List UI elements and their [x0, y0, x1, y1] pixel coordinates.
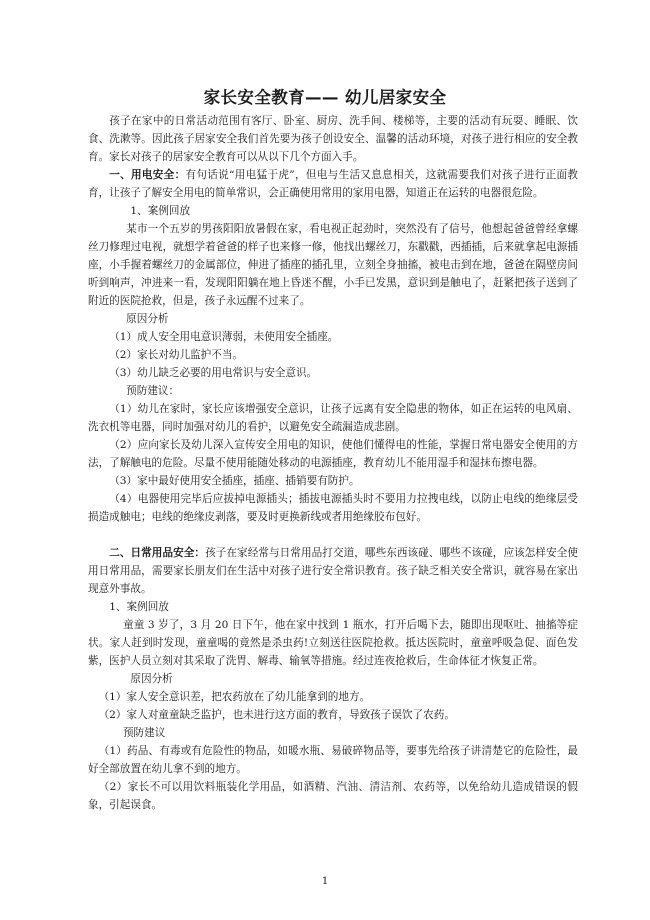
section-2-advice-label: 预防建议	[122, 727, 166, 739]
section-2-advice-1: （1）药品、有毒或有危险性的物品，如暖水瓶、易破碎物品等，要事先给孩子讲清楚它的危险性，最好全部放置在幼儿拿不到的地方。	[88, 745, 578, 775]
section-1-case-label: 1、案例回放	[130, 205, 191, 217]
section-1-body: 有句话说“用电猛于虎”，但电与生活又息息相关，这就需要我们对孩子进行正面教育，让孩子了解安全用电的简单常识，会正确使用常用的家用电器，知道正在运转的电器很危险。	[88, 169, 578, 199]
section-1-cause-1: （1）成人安全用电意识薄弱，未使用安全插座。	[109, 331, 339, 343]
section-1-advice-4: （4）电器使用完毕后应拔掉电源插头；插拔电源插头时不要用力拉拽电线，以防止电线的绝缘层受损造成触电；电线的绝缘皮剥落，要及时更换新线或者用绝缘胶布包好。	[88, 493, 578, 523]
section-2-cause-1: （1）家人安全意识差，把农药放在了幼儿能拿到的地方。	[98, 691, 371, 703]
section-2-body: 孩子在家经常与日常用品打交道，哪些东西该碰、哪些不该碰，应该怎样安全使用日常用品，需要家长朋友们在生活中对孩子进行安全常识教育。孩子缺乏相关安全常识，就容易在家出现意外事故。	[88, 547, 578, 595]
section-1-advice-label: 预防建议：	[126, 385, 180, 397]
page-number: 1	[321, 876, 329, 887]
section-2-case-label: 1、案例回放	[109, 601, 169, 613]
section-1-cause-2: （2）家长对幼儿监护不当。	[109, 349, 244, 361]
section-2-cause-label: 原因分析	[130, 673, 173, 685]
document-body	[88, 112, 578, 814]
section-2-advice-2: （2）家长不可以用饮料瓶装化学用品，如酒精、汽油、清洁剂、农药等，以免给幼儿造成错误的假象，引起误食。	[88, 781, 578, 811]
section-1-paragraph	[88, 166, 578, 202]
section-1-advice-1: （1）幼儿在家时，家长应该增强安全意识，让孩子远离有安全隐患的物体，如正在运转的电风扇、洗衣机等电器，同时加强对幼儿的看护，以避免安全疏漏造成悲剧。	[88, 403, 578, 433]
section-1-cause-label: 原因分析	[126, 313, 169, 325]
section-1-heading: 一、用电安全：	[109, 169, 186, 181]
section-2-cause-2: （2）家人对童童缺乏监护，也未进行这方面的教育，导致孩子误饮了农药。	[98, 709, 455, 721]
section-1-case-text: 某市一个五岁的男孩阳阳放暑假在家，看电视正起劲时，突然没有了信号，他想起爸爸曾经拿螺丝刀修理过电视，就想学着爸爸的样子也来修一修，他找出螺丝刀，东戳戳，西插插，后来就拿起电源插座，小手握着螺丝刀的金属部位，伸进了插座的插孔里，立刻全身抽搐，被电击到在地，爸爸在隔壁房间听到响声，冲进来一看，发现阳阳躺在地上昏迷不醒，小手已发黑，意识到是触电了，赶紧把孩子送到了附近的医院抢救，但是，孩子永远醒不过来了。	[88, 223, 578, 307]
section-2-heading: 二、日常用品安全：	[109, 547, 206, 559]
intro-paragraph: 孩子在家中的日常活动范围有客厅、卧室、厨房、洗手间、楼梯等，主要的活动有玩耍、睡眠、饮食、洗漱等。因此孩子居家安全我们首先要为孩子创设安全、温馨的活动环境，对孩子进行相应的安全教育。家长对孩子的居家安全教育可以从以下几个方面入手。	[88, 115, 578, 163]
section-gap	[88, 526, 578, 544]
page-title: 家长安全教育—— 幼儿居家安全	[203, 88, 447, 107]
section-1-cause-3: （3）幼儿缺乏必要的用电常识与安全意识。	[109, 367, 318, 379]
section-2-paragraph	[88, 544, 578, 598]
section-2-case-text: 童童 3 岁了，3 月 20 日下午，他在家中找到 1 瓶水，打开后喝下去，随即出现呕吐、抽搐等症状。家人赶到时发现，童童喝的竟然是杀虫药!立刻送往医院抢救。抵达医院时，童童呼吸急促、面色发紫，医护人员立刻对其采取了洗胃、解毒、输氧等措施。经过连夜抢救后，生命体征才恢复正常。	[88, 619, 578, 667]
section-1-advice-3: （3）家中最好使用安全插座，插座、插销要有防护。	[109, 475, 360, 487]
section-1-advice-2: （2）应向家长及幼儿深入宣传安全用电的知识，使他们懂得电的性能，掌握日常电器安全使用的方法，了解触电的危险。尽量不使用能随处移动的电源插座，教育幼儿不能用湿手和湿抹布擦电器。	[88, 439, 578, 469]
